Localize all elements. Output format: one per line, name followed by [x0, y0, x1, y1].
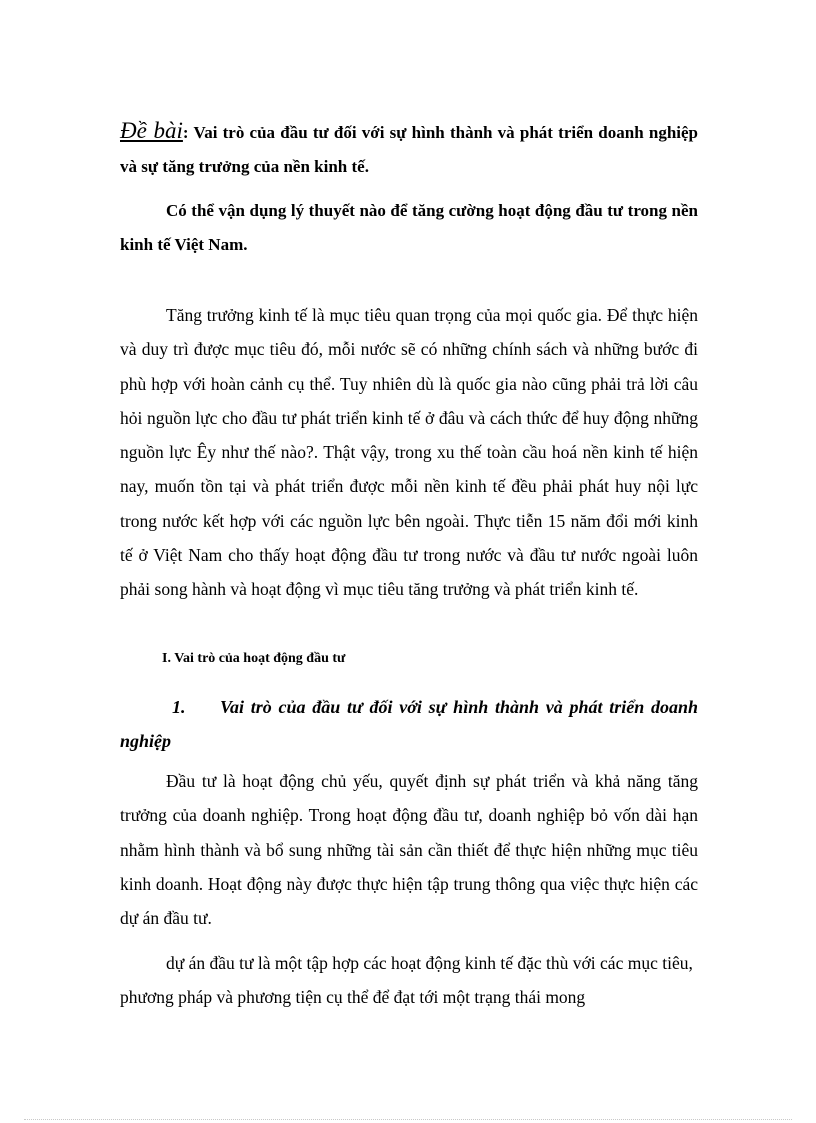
question-statement: Có thể vận dụng lý thuyết nào để tăng cường hoạt động đầu tư trong nền kinh tế Việt Nam.: [120, 201, 698, 254]
body-paragraph-2: dự án đầu tư là một tập hợp các hoạt động kinh tế đặc thù với các mục tiêu, phương pháp và phương tiện cụ thể để đạt tới một trạng thái mong: [120, 953, 693, 1008]
sub-heading-number: 1.: [172, 697, 186, 717]
section-heading: I. Vai trò của hoạt động đầu tư: [162, 651, 346, 666]
topic-text: : Vai trò của đầu tư đối với sự hình thành và phát triển doanh nghiệp và sự tăng trưởng của nền kinh tế.: [120, 123, 698, 176]
sub-heading: [120, 690, 698, 758]
topic-label: Đề bài: [120, 118, 183, 143]
intro-paragraph: Tăng trưởng kinh tế là mục tiêu quan trọng của mọi quốc gia. Để thực hiện và duy trì được mục tiêu đó, mỗi nước sẽ có những chính sách và những bước đi phù hợp với hoàn cảnh cụ thể. Tuy nhiên dù là quốc gia nào cũng phải trả lời câu hỏi nguồn lực cho đầu tư phát triển kinh tế ở đâu và cách thức để huy động những nguồn lực Êy như thế nào?. Thật vậy, trong xu thế toàn cầu hoá nền kinh tế hiện nay, muốn tồn tại và phát triển được mỗi nền kinh tế đều phải phát huy nội lực trong nước kết hợp với các nguồn lực bên ngoài. Thực tiễn 15 năm đổi mới kinh tế ở Việt Nam cho thấy hoạt động đầu tư trong nước và đầu tư nước ngoài luôn phải song hành và hoạt động vì mục tiêu tăng trưởng và phát triển kinh tế.: [120, 305, 698, 600]
sub-heading-text: Vai trò của đầu tư đối với sự hình thành và phát triển doanh nghiệp: [120, 697, 698, 751]
body-paragraph-1: Đầu tư là hoạt động chủ yếu, quyết định sự phát triển và khả năng tăng trưởng của doanh nghiệp. Trong hoạt động đầu tư, doanh nghiệp bỏ vốn dài hạn nhằm hình thành và bổ sung những tài sản cần thiết để thực hiện những mục tiêu kinh doanh. Hoạt động này được thực hiện tập trung thông qua việc thực hiện các dự án đầu tư.: [120, 771, 698, 929]
page-bottom-border: [24, 1119, 792, 1120]
topic-statement: [120, 114, 698, 184]
